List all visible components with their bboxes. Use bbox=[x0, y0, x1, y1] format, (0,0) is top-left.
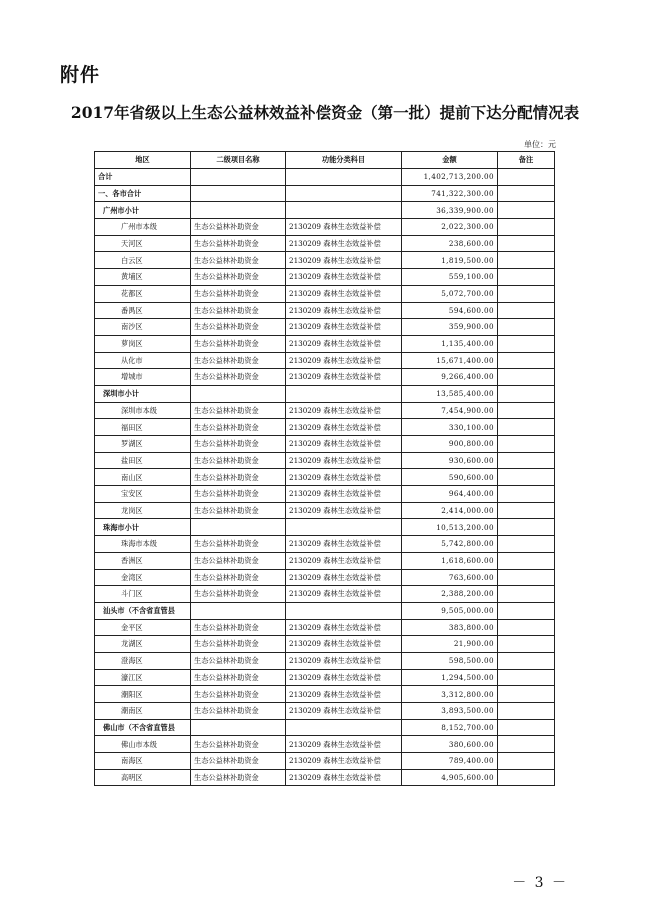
cell-category: 2130209 森林生态效益补偿 bbox=[286, 536, 402, 553]
cell-note bbox=[498, 252, 555, 269]
table-row bbox=[95, 769, 555, 786]
cell-note bbox=[498, 469, 555, 486]
cell-category: 2130209 森林生态效益补偿 bbox=[286, 686, 402, 703]
table-row bbox=[95, 619, 555, 636]
cell-region: 高明区 bbox=[95, 769, 191, 786]
table-row bbox=[95, 235, 555, 252]
cell-project: 生态公益林补助资金 bbox=[191, 736, 286, 753]
table-row bbox=[95, 652, 555, 669]
cell-category bbox=[286, 385, 402, 402]
cell-project bbox=[191, 602, 286, 619]
cell-region: 南山区 bbox=[95, 469, 191, 486]
table-row bbox=[95, 753, 555, 770]
cell-note bbox=[498, 369, 555, 386]
cell-category: 2130209 森林生态效益补偿 bbox=[286, 269, 402, 286]
table-row bbox=[95, 552, 555, 569]
cell-region: 龙湖区 bbox=[95, 636, 191, 653]
cell-project bbox=[191, 385, 286, 402]
header-project: 二级项目名称 bbox=[191, 152, 286, 169]
cell-region: 佛山市本级 bbox=[95, 736, 191, 753]
table-row bbox=[95, 352, 555, 369]
table-row bbox=[95, 736, 555, 753]
cell-category: 2130209 森林生态效益补偿 bbox=[286, 335, 402, 352]
cell-project: 生态公益林补助资金 bbox=[191, 235, 286, 252]
header-category: 功能分类科目 bbox=[286, 152, 402, 169]
cell-region: 南沙区 bbox=[95, 319, 191, 336]
cell-project: 生态公益林补助资金 bbox=[191, 436, 286, 453]
cell-project: 生态公益林补助资金 bbox=[191, 536, 286, 553]
cell-amount: 789,400.00 bbox=[402, 753, 498, 770]
cell-region: 天河区 bbox=[95, 235, 191, 252]
cell-amount: 383,800.00 bbox=[402, 619, 498, 636]
header-row bbox=[95, 152, 555, 169]
attachment-label: 附件 bbox=[60, 64, 101, 86]
cell-category: 2130209 森林生态效益补偿 bbox=[286, 736, 402, 753]
cell-amount: 1,135,400.00 bbox=[402, 335, 498, 352]
document-title: 2017年省级以上生态公益林效益补偿资金（第一批）提前下达分配情况表 bbox=[70, 103, 580, 122]
table-row bbox=[95, 719, 555, 736]
cell-category: 2130209 森林生态效益补偿 bbox=[286, 769, 402, 786]
cell-category: 2130209 森林生态效益补偿 bbox=[286, 219, 402, 236]
cell-region: 番禺区 bbox=[95, 302, 191, 319]
cell-region: 福田区 bbox=[95, 419, 191, 436]
cell-note bbox=[498, 319, 555, 336]
cell-amount: 1,402,713,200.00 bbox=[402, 169, 498, 186]
cell-region: 合计 bbox=[95, 169, 191, 186]
cell-note bbox=[498, 753, 555, 770]
cell-project: 生态公益林补助资金 bbox=[191, 302, 286, 319]
cell-region: 花都区 bbox=[95, 285, 191, 302]
cell-amount: 3,893,500.00 bbox=[402, 703, 498, 720]
cell-project: 生态公益林补助资金 bbox=[191, 586, 286, 603]
cell-category: 2130209 森林生态效益补偿 bbox=[286, 619, 402, 636]
cell-amount: 964,400.00 bbox=[402, 486, 498, 503]
table-row bbox=[95, 669, 555, 686]
cell-project: 生态公益林补助资金 bbox=[191, 652, 286, 669]
cell-note bbox=[498, 436, 555, 453]
cell-region: 龙岗区 bbox=[95, 502, 191, 519]
cell-note bbox=[498, 185, 555, 202]
cell-region: 澄海区 bbox=[95, 652, 191, 669]
table-row bbox=[95, 519, 555, 536]
cell-region: 潮阳区 bbox=[95, 686, 191, 703]
cell-note bbox=[498, 552, 555, 569]
cell-note bbox=[498, 636, 555, 653]
cell-note bbox=[498, 769, 555, 786]
table-row bbox=[95, 185, 555, 202]
cell-region: 罗湖区 bbox=[95, 436, 191, 453]
cell-region: 广州市本级 bbox=[95, 219, 191, 236]
cell-category: 2130209 森林生态效益补偿 bbox=[286, 402, 402, 419]
cell-note bbox=[498, 235, 555, 252]
cell-note bbox=[498, 719, 555, 736]
cell-project: 生态公益林补助资金 bbox=[191, 502, 286, 519]
cell-region: 从化市 bbox=[95, 352, 191, 369]
cell-amount: 4,905,600.00 bbox=[402, 769, 498, 786]
cell-category: 2130209 森林生态效益补偿 bbox=[286, 486, 402, 503]
cell-amount: 1,819,500.00 bbox=[402, 252, 498, 269]
cell-amount: 5,072,700.00 bbox=[402, 285, 498, 302]
table-row bbox=[95, 703, 555, 720]
cell-note bbox=[498, 486, 555, 503]
cell-region: 白云区 bbox=[95, 252, 191, 269]
cell-project: 生态公益林补助资金 bbox=[191, 703, 286, 720]
cell-project: 生态公益林补助资金 bbox=[191, 269, 286, 286]
cell-amount: 2,022,300.00 bbox=[402, 219, 498, 236]
cell-project: 生态公益林补助资金 bbox=[191, 769, 286, 786]
cell-note bbox=[498, 169, 555, 186]
cell-category: 2130209 森林生态效益补偿 bbox=[286, 636, 402, 653]
cell-note bbox=[498, 202, 555, 219]
cell-category: 2130209 森林生态效益补偿 bbox=[286, 753, 402, 770]
cell-region: 宝安区 bbox=[95, 486, 191, 503]
cell-category: 2130209 森林生态效益补偿 bbox=[286, 285, 402, 302]
cell-region: 潮南区 bbox=[95, 703, 191, 720]
table-row bbox=[95, 219, 555, 236]
cell-note bbox=[498, 302, 555, 319]
cell-amount: 21,900.00 bbox=[402, 636, 498, 653]
cell-amount: 3,312,800.00 bbox=[402, 686, 498, 703]
table-row bbox=[95, 385, 555, 402]
page-number: － 3 － bbox=[512, 875, 568, 891]
cell-amount: 741,322,300.00 bbox=[402, 185, 498, 202]
cell-project: 生态公益林补助资金 bbox=[191, 686, 286, 703]
cell-project: 生态公益林补助资金 bbox=[191, 285, 286, 302]
cell-project: 生态公益林补助资金 bbox=[191, 552, 286, 569]
cell-region: 汕头市（不含省直管县 bbox=[95, 602, 191, 619]
cell-category: 2130209 森林生态效益补偿 bbox=[286, 235, 402, 252]
cell-project bbox=[191, 719, 286, 736]
cell-amount: 15,671,400.00 bbox=[402, 352, 498, 369]
cell-amount: 13,585,400.00 bbox=[402, 385, 498, 402]
cell-region: 增城市 bbox=[95, 369, 191, 386]
cell-region: 佛山市（不含省直管县 bbox=[95, 719, 191, 736]
cell-note bbox=[498, 452, 555, 469]
table-row bbox=[95, 169, 555, 186]
cell-category: 2130209 森林生态效益补偿 bbox=[286, 319, 402, 336]
cell-amount: 8,152,700.00 bbox=[402, 719, 498, 736]
cell-amount: 590,600.00 bbox=[402, 469, 498, 486]
cell-project: 生态公益林补助资金 bbox=[191, 369, 286, 386]
cell-note bbox=[498, 352, 555, 369]
cell-region: 深圳市小计 bbox=[95, 385, 191, 402]
table-row bbox=[95, 586, 555, 603]
cell-category bbox=[286, 169, 402, 186]
cell-region: 斗门区 bbox=[95, 586, 191, 603]
cell-note bbox=[498, 502, 555, 519]
table-row bbox=[95, 402, 555, 419]
cell-category: 2130209 森林生态效益补偿 bbox=[286, 302, 402, 319]
cell-project: 生态公益林补助资金 bbox=[191, 636, 286, 653]
cell-amount: 5,742,800.00 bbox=[402, 536, 498, 553]
cell-note bbox=[498, 219, 555, 236]
table-body bbox=[95, 169, 555, 786]
cell-amount: 380,600.00 bbox=[402, 736, 498, 753]
table-row bbox=[95, 502, 555, 519]
cell-note bbox=[498, 686, 555, 703]
cell-category: 2130209 森林生态效益补偿 bbox=[286, 652, 402, 669]
table-row bbox=[95, 436, 555, 453]
cell-project: 生态公益林补助资金 bbox=[191, 352, 286, 369]
cell-amount: 7,454,900.00 bbox=[402, 402, 498, 419]
cell-amount: 9,505,000.00 bbox=[402, 602, 498, 619]
cell-note bbox=[498, 703, 555, 720]
cell-category bbox=[286, 719, 402, 736]
cell-note bbox=[498, 602, 555, 619]
cell-region: 濠江区 bbox=[95, 669, 191, 686]
table-row bbox=[95, 302, 555, 319]
cell-project: 生态公益林补助资金 bbox=[191, 452, 286, 469]
cell-note bbox=[498, 536, 555, 553]
cell-category: 2130209 森林生态效益补偿 bbox=[286, 419, 402, 436]
cell-category bbox=[286, 185, 402, 202]
table-row bbox=[95, 369, 555, 386]
table-row bbox=[95, 636, 555, 653]
cell-project: 生态公益林补助资金 bbox=[191, 469, 286, 486]
cell-note bbox=[498, 519, 555, 536]
cell-region: 珠海市小计 bbox=[95, 519, 191, 536]
cell-region: 珠海市本级 bbox=[95, 536, 191, 553]
cell-amount: 238,600.00 bbox=[402, 235, 498, 252]
cell-project: 生态公益林补助资金 bbox=[191, 219, 286, 236]
cell-amount: 1,294,500.00 bbox=[402, 669, 498, 686]
cell-amount: 598,500.00 bbox=[402, 652, 498, 669]
cell-category: 2130209 森林生态效益补偿 bbox=[286, 552, 402, 569]
cell-project: 生态公益林补助资金 bbox=[191, 419, 286, 436]
cell-amount: 559,100.00 bbox=[402, 269, 498, 286]
cell-category: 2130209 森林生态效益补偿 bbox=[286, 352, 402, 369]
cell-amount: 1,618,600.00 bbox=[402, 552, 498, 569]
table-row bbox=[95, 486, 555, 503]
cell-project: 生态公益林补助资金 bbox=[191, 619, 286, 636]
cell-category: 2130209 森林生态效益补偿 bbox=[286, 502, 402, 519]
cell-category bbox=[286, 602, 402, 619]
cell-amount: 594,600.00 bbox=[402, 302, 498, 319]
cell-category: 2130209 森林生态效益补偿 bbox=[286, 436, 402, 453]
cell-project: 生态公益林补助资金 bbox=[191, 335, 286, 352]
cell-note bbox=[498, 669, 555, 686]
table-row bbox=[95, 419, 555, 436]
cell-amount: 763,600.00 bbox=[402, 569, 498, 586]
cell-project: 生态公益林补助资金 bbox=[191, 402, 286, 419]
cell-category: 2130209 森林生态效益补偿 bbox=[286, 569, 402, 586]
header-region: 地区 bbox=[95, 152, 191, 169]
cell-note bbox=[498, 586, 555, 603]
table-row bbox=[95, 269, 555, 286]
cell-region: 金湾区 bbox=[95, 569, 191, 586]
cell-amount: 900,800.00 bbox=[402, 436, 498, 453]
cell-amount: 359,900.00 bbox=[402, 319, 498, 336]
cell-region: 一、各市合计 bbox=[95, 185, 191, 202]
cell-note bbox=[498, 385, 555, 402]
cell-note bbox=[498, 419, 555, 436]
table-header bbox=[95, 152, 555, 169]
cell-amount: 2,388,200.00 bbox=[402, 586, 498, 603]
cell-note bbox=[498, 569, 555, 586]
cell-amount: 9,266,400.00 bbox=[402, 369, 498, 386]
cell-note bbox=[498, 269, 555, 286]
cell-category: 2130209 森林生态效益补偿 bbox=[286, 703, 402, 720]
cell-project: 生态公益林补助资金 bbox=[191, 252, 286, 269]
cell-amount: 10,513,200.00 bbox=[402, 519, 498, 536]
cell-region: 金平区 bbox=[95, 619, 191, 636]
cell-amount: 330,100.00 bbox=[402, 419, 498, 436]
cell-category: 2130209 森林生态效益补偿 bbox=[286, 586, 402, 603]
cell-project: 生态公益林补助资金 bbox=[191, 319, 286, 336]
cell-category: 2130209 森林生态效益补偿 bbox=[286, 669, 402, 686]
cell-region: 盐田区 bbox=[95, 452, 191, 469]
cell-region: 广州市小计 bbox=[95, 202, 191, 219]
cell-category bbox=[286, 202, 402, 219]
cell-region: 黄埔区 bbox=[95, 269, 191, 286]
cell-project: 生态公益林补助资金 bbox=[191, 669, 286, 686]
table-row bbox=[95, 686, 555, 703]
cell-project bbox=[191, 519, 286, 536]
table-row bbox=[95, 602, 555, 619]
cell-category: 2130209 森林生态效益补偿 bbox=[286, 252, 402, 269]
table-row bbox=[95, 569, 555, 586]
cell-category: 2130209 森林生态效益补偿 bbox=[286, 369, 402, 386]
cell-project: 生态公益林补助资金 bbox=[191, 569, 286, 586]
cell-project bbox=[191, 202, 286, 219]
table-row bbox=[95, 536, 555, 553]
cell-project: 生态公益林补助资金 bbox=[191, 486, 286, 503]
table-row bbox=[95, 319, 555, 336]
cell-project bbox=[191, 185, 286, 202]
table-row bbox=[95, 452, 555, 469]
cell-category: 2130209 森林生态效益补偿 bbox=[286, 452, 402, 469]
cell-note bbox=[498, 619, 555, 636]
cell-note bbox=[498, 335, 555, 352]
cell-note bbox=[498, 285, 555, 302]
cell-project: 生态公益林补助资金 bbox=[191, 753, 286, 770]
header-note: 备注 bbox=[498, 152, 555, 169]
cell-amount: 930,600.00 bbox=[402, 452, 498, 469]
cell-note bbox=[498, 652, 555, 669]
cell-amount: 36,339,900.00 bbox=[402, 202, 498, 219]
cell-note bbox=[498, 736, 555, 753]
unit-label: 单位：元 bbox=[524, 140, 556, 149]
cell-category: 2130209 森林生态效益补偿 bbox=[286, 469, 402, 486]
table-row bbox=[95, 469, 555, 486]
cell-region: 香洲区 bbox=[95, 552, 191, 569]
cell-note bbox=[498, 402, 555, 419]
table-row bbox=[95, 335, 555, 352]
cell-region: 南海区 bbox=[95, 753, 191, 770]
cell-project bbox=[191, 169, 286, 186]
allocation-table bbox=[94, 151, 555, 786]
cell-region: 深圳市本级 bbox=[95, 402, 191, 419]
table-row bbox=[95, 285, 555, 302]
table-row bbox=[95, 202, 555, 219]
cell-category bbox=[286, 519, 402, 536]
cell-amount: 2,414,000.00 bbox=[402, 502, 498, 519]
header-amount: 金额 bbox=[402, 152, 498, 169]
cell-region: 萝岗区 bbox=[95, 335, 191, 352]
table-row bbox=[95, 252, 555, 269]
